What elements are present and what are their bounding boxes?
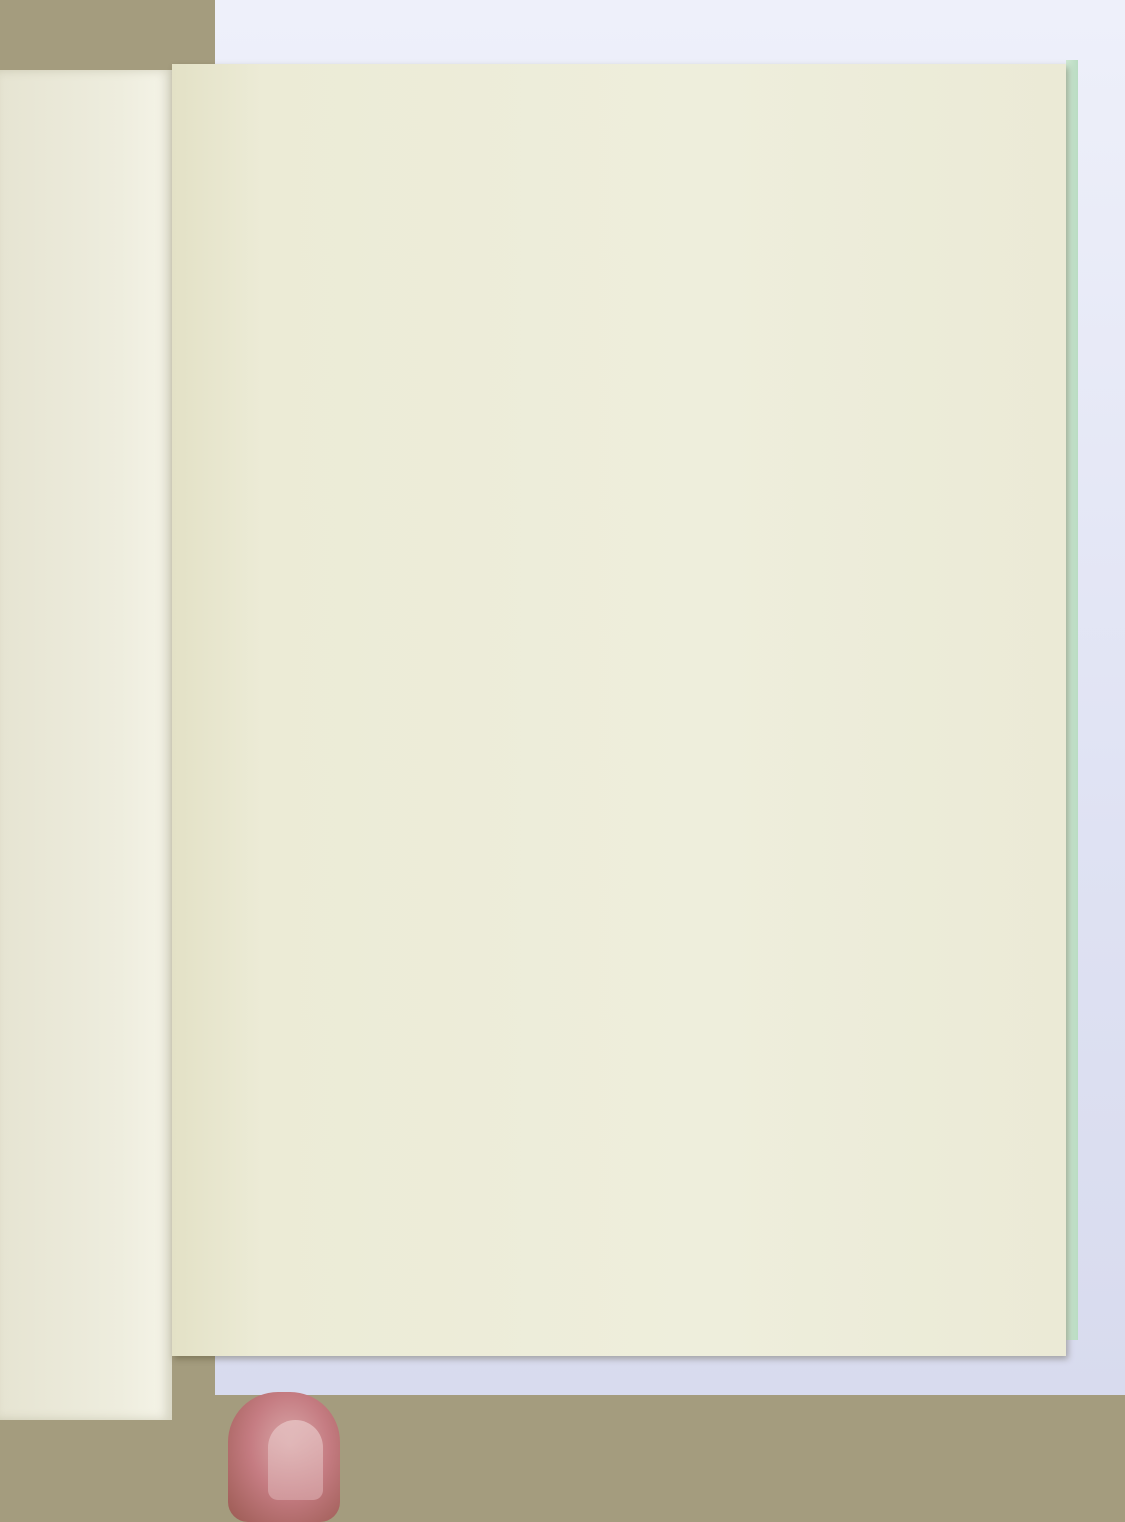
thumbnail (268, 1420, 323, 1500)
right-page (172, 64, 1066, 1356)
green-sheet-edge (1066, 60, 1078, 1340)
left-page (0, 70, 172, 1420)
